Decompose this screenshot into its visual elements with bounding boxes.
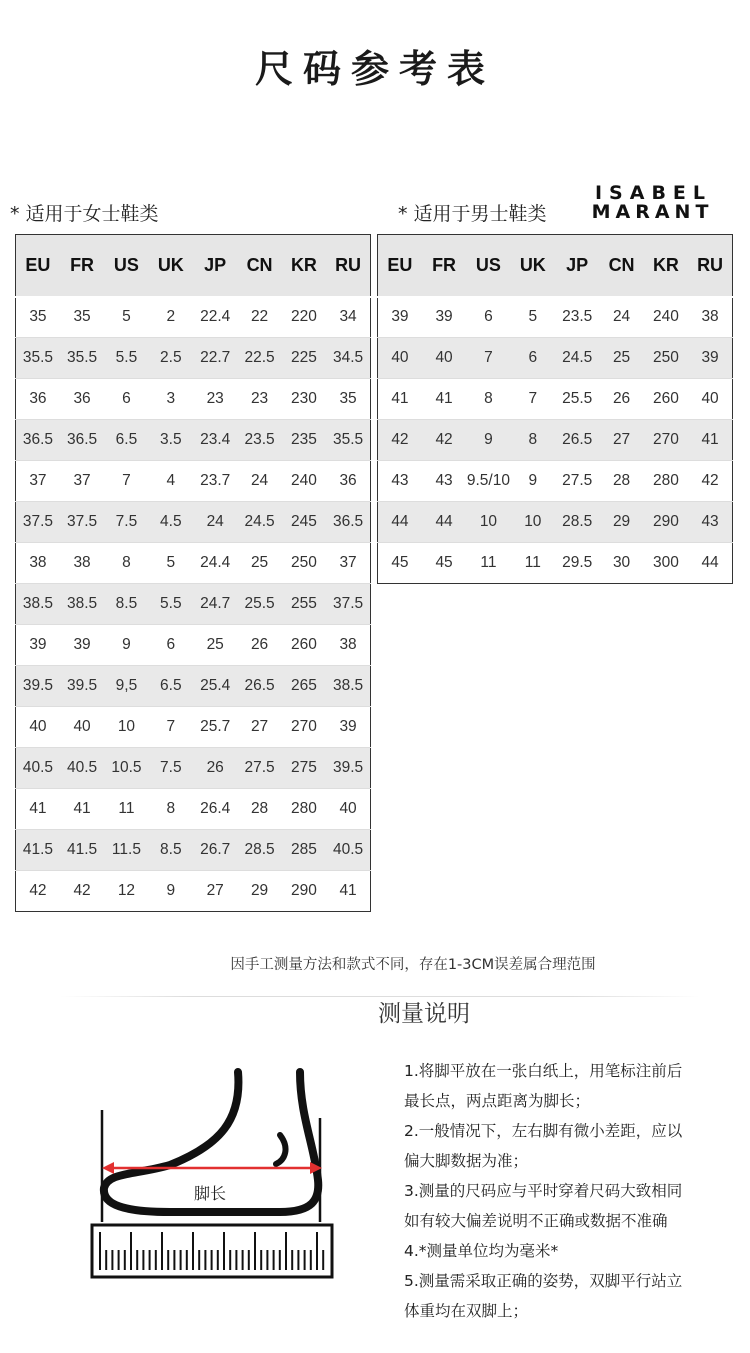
table-row (378, 379, 733, 420)
table-cell: 35 (60, 297, 104, 338)
column-header-uk: UK (149, 235, 193, 297)
instruction-line: 5.测量需采取正确的姿势，双脚平行站立 (404, 1272, 683, 1290)
brand-logo (570, 184, 730, 222)
table-cell: 9.5/10 (466, 461, 510, 502)
table-cell: 6.5 (104, 420, 148, 461)
table-cell: 6 (104, 379, 148, 420)
table-cell: 25.4 (193, 666, 237, 707)
table-cell: 24 (193, 502, 237, 543)
table-cell: 11.5 (104, 830, 148, 871)
table-cell: 28 (599, 461, 643, 502)
table-cell: 45 (422, 543, 466, 584)
table-cell: 24.4 (193, 543, 237, 584)
table-row (378, 297, 733, 338)
table-cell: 6 (511, 338, 555, 379)
table-cell: 40 (16, 707, 60, 748)
column-header-kr: KR (282, 235, 326, 297)
table-cell: 42 (60, 871, 104, 912)
table-cell: 38.5 (326, 666, 370, 707)
table-cell: 3.5 (149, 420, 193, 461)
column-header-fr: FR (422, 235, 466, 297)
table-cell: 24 (237, 461, 281, 502)
foot-length-label: 脚长 (194, 1184, 227, 1203)
column-header-ru: RU (688, 235, 732, 297)
instruction-line: 4.*测量单位均为毫米* (404, 1242, 559, 1260)
table-cell: 26 (599, 379, 643, 420)
table-cell: 25.7 (193, 707, 237, 748)
table-cell: 42 (422, 420, 466, 461)
table-cell: 27 (193, 871, 237, 912)
table-cell: 26 (237, 625, 281, 666)
table-cell: 36 (16, 379, 60, 420)
foot-measurement-diagram (80, 1060, 340, 1285)
table-row (16, 338, 371, 379)
women-size-table (15, 234, 371, 912)
brand-logo-line1: ISABEL (594, 182, 713, 204)
column-header-fr: FR (60, 235, 104, 297)
table-cell: 7.5 (149, 748, 193, 789)
table-cell: 5.5 (149, 584, 193, 625)
table-cell: 4.5 (149, 502, 193, 543)
table-cell: 10 (511, 502, 555, 543)
table-cell: 43 (422, 461, 466, 502)
table-cell: 41 (378, 379, 422, 420)
table-cell: 24.5 (555, 338, 599, 379)
table-cell: 260 (644, 379, 688, 420)
table-header-row (378, 235, 733, 297)
table-cell: 43 (378, 461, 422, 502)
table-cell: 26 (193, 748, 237, 789)
column-header-kr: KR (644, 235, 688, 297)
table-cell: 36 (326, 461, 370, 502)
column-header-jp: JP (193, 235, 237, 297)
table-cell: 8 (104, 543, 148, 584)
table-row (16, 748, 371, 789)
table-cell: 25 (237, 543, 281, 584)
table-cell: 26.7 (193, 830, 237, 871)
table-cell: 41.5 (60, 830, 104, 871)
table-cell: 275 (282, 748, 326, 789)
table-cell: 7 (466, 338, 510, 379)
table-cell: 40.5 (16, 748, 60, 789)
table-cell: 43 (688, 502, 732, 543)
table-cell: 25.5 (237, 584, 281, 625)
table-cell: 40.5 (326, 830, 370, 871)
table-cell: 10 (104, 707, 148, 748)
table-cell: 9 (511, 461, 555, 502)
table-row (16, 379, 371, 420)
table-cell: 26.5 (555, 420, 599, 461)
table-row (16, 789, 371, 830)
table-cell: 37 (326, 543, 370, 584)
table-cell: 7.5 (104, 502, 148, 543)
table-cell: 38 (326, 625, 370, 666)
table-row (16, 625, 371, 666)
instruction-line: 3.测量的尺码应与平时穿着尺码大致相同 (404, 1182, 683, 1200)
table-cell: 9 (104, 625, 148, 666)
table-cell: 11 (466, 543, 510, 584)
table-cell: 265 (282, 666, 326, 707)
table-cell: 36.5 (16, 420, 60, 461)
table-cell: 23.7 (193, 461, 237, 502)
table-cell: 39.5 (326, 748, 370, 789)
table-cell: 5 (511, 297, 555, 338)
table-cell: 270 (644, 420, 688, 461)
table-cell: 41 (326, 871, 370, 912)
table-cell: 8.5 (149, 830, 193, 871)
table-cell: 235 (282, 420, 326, 461)
table-cell: 38.5 (60, 584, 104, 625)
table-cell: 44 (378, 502, 422, 543)
table-cell: 35 (326, 379, 370, 420)
table-cell: 8.5 (104, 584, 148, 625)
column-header-cn: CN (599, 235, 643, 297)
table-cell: 11 (511, 543, 555, 584)
table-cell: 280 (282, 789, 326, 830)
table-cell: 9 (466, 420, 510, 461)
table-cell: 28.5 (555, 502, 599, 543)
table-cell: 37 (60, 461, 104, 502)
table-cell: 9 (149, 871, 193, 912)
measure-section-title: 测量说明 (378, 1001, 470, 1027)
table-cell: 260 (282, 625, 326, 666)
table-row (16, 461, 371, 502)
table-cell: 40.5 (60, 748, 104, 789)
table-cell: 23.5 (237, 420, 281, 461)
table-row (378, 338, 733, 379)
table-cell: 225 (282, 338, 326, 379)
table-row (378, 420, 733, 461)
table-cell: 42 (378, 420, 422, 461)
table-cell: 6 (466, 297, 510, 338)
table-cell: 11 (104, 789, 148, 830)
table-cell: 39 (60, 625, 104, 666)
table-cell: 250 (282, 543, 326, 584)
table-cell: 41 (16, 789, 60, 830)
table-cell: 44 (688, 543, 732, 584)
instruction-line: 如有较大偏差说明不正确或数据不准确 (404, 1212, 668, 1230)
measurement-error-note: 因手工测量方法和款式不同，存在1-3CM误差属合理范围 (230, 957, 596, 973)
table-cell: 220 (282, 297, 326, 338)
table-cell: 36.5 (60, 420, 104, 461)
table-cell: 270 (282, 707, 326, 748)
table-cell: 27 (599, 420, 643, 461)
table-row (378, 543, 733, 584)
men-size-table (377, 234, 733, 584)
table-row (16, 871, 371, 912)
table-cell: 6.5 (149, 666, 193, 707)
table-cell: 23.4 (193, 420, 237, 461)
table-cell: 38 (688, 297, 732, 338)
table-cell: 4 (149, 461, 193, 502)
table-cell: 300 (644, 543, 688, 584)
table-cell: 40 (326, 789, 370, 830)
table-cell: 245 (282, 502, 326, 543)
table-cell: 39.5 (60, 666, 104, 707)
table-cell: 37.5 (16, 502, 60, 543)
table-cell: 23 (237, 379, 281, 420)
table-cell: 42 (16, 871, 60, 912)
table-cell: 285 (282, 830, 326, 871)
table-cell: 44 (422, 502, 466, 543)
table-cell: 22.5 (237, 338, 281, 379)
table-cell: 24.7 (193, 584, 237, 625)
table-cell: 230 (282, 379, 326, 420)
arrow-head-left (102, 1162, 114, 1174)
table-cell: 6 (149, 625, 193, 666)
table-row (16, 502, 371, 543)
table-cell: 41 (688, 420, 732, 461)
table-cell: 290 (644, 502, 688, 543)
table-cell: 280 (644, 461, 688, 502)
table-cell: 36.5 (326, 502, 370, 543)
table-cell: 12 (104, 871, 148, 912)
page-title: 尺码参考表 (254, 47, 495, 91)
table-row (16, 297, 371, 338)
table-cell: 22.4 (193, 297, 237, 338)
table-row (378, 502, 733, 543)
instruction-line: 体重均在双脚上； (404, 1302, 529, 1320)
table-cell: 22.7 (193, 338, 237, 379)
instruction-line: 2.一般情况下，左右脚有微小差距，应以 (404, 1122, 683, 1140)
column-header-cn: CN (237, 235, 281, 297)
table-cell: 8 (466, 379, 510, 420)
table-cell: 26.5 (237, 666, 281, 707)
table-cell: 39 (378, 297, 422, 338)
table-cell: 41.5 (16, 830, 60, 871)
table-cell: 41 (422, 379, 466, 420)
table-cell: 38 (60, 543, 104, 584)
table-cell: 23 (193, 379, 237, 420)
table-cell: 7 (511, 379, 555, 420)
table-cell: 29 (599, 502, 643, 543)
table-row (16, 420, 371, 461)
table-cell: 26.4 (193, 789, 237, 830)
table-cell: 34.5 (326, 338, 370, 379)
table-cell: 40 (378, 338, 422, 379)
table-cell: 35 (16, 297, 60, 338)
instruction-line: 1.将脚平放在一张白纸上，用笔标注前后 (404, 1062, 683, 1080)
table-cell: 29.5 (555, 543, 599, 584)
table-row (16, 584, 371, 625)
table-cell: 40 (422, 338, 466, 379)
table-cell: 2.5 (149, 338, 193, 379)
table-cell: 30 (599, 543, 643, 584)
table-cell: 8 (149, 789, 193, 830)
table-cell: 23.5 (555, 297, 599, 338)
table-cell: 5.5 (104, 338, 148, 379)
table-cell: 39 (16, 625, 60, 666)
women-section-label: * 适用于女士鞋类 (10, 203, 159, 225)
table-row (16, 543, 371, 584)
table-cell: 10.5 (104, 748, 148, 789)
table-cell: 7 (149, 707, 193, 748)
table-cell: 28 (237, 789, 281, 830)
table-cell: 5 (104, 297, 148, 338)
table-cell: 42 (688, 461, 732, 502)
table-cell: 38.5 (16, 584, 60, 625)
table-cell: 35.5 (16, 338, 60, 379)
measure-instructions (404, 1056, 734, 1326)
table-cell: 39 (422, 297, 466, 338)
table-cell: 27.5 (237, 748, 281, 789)
table-cell: 255 (282, 584, 326, 625)
column-header-ru: RU (326, 235, 370, 297)
table-cell: 38 (16, 543, 60, 584)
table-cell: 40 (60, 707, 104, 748)
column-header-us: US (466, 235, 510, 297)
column-header-uk: UK (511, 235, 555, 297)
column-header-eu: EU (378, 235, 422, 297)
table-cell: 27.5 (555, 461, 599, 502)
table-cell: 24 (599, 297, 643, 338)
table-cell: 37.5 (60, 502, 104, 543)
table-cell: 8 (511, 420, 555, 461)
table-cell: 35.5 (60, 338, 104, 379)
table-cell: 37.5 (326, 584, 370, 625)
table-cell: 240 (282, 461, 326, 502)
table-cell: 240 (644, 297, 688, 338)
column-header-eu: EU (16, 235, 60, 297)
table-cell: 41 (60, 789, 104, 830)
table-cell: 290 (282, 871, 326, 912)
table-cell: 25.5 (555, 379, 599, 420)
table-cell: 39.5 (16, 666, 60, 707)
table-cell: 25 (599, 338, 643, 379)
men-section-label: * 适用于男士鞋类 (398, 203, 547, 225)
table-cell: 45 (378, 543, 422, 584)
brand-logo-line2: MARANT (591, 201, 714, 223)
column-header-us: US (104, 235, 148, 297)
table-cell: 39 (326, 707, 370, 748)
table-cell: 5 (149, 543, 193, 584)
table-row (16, 707, 371, 748)
table-cell: 29 (237, 871, 281, 912)
column-header-jp: JP (555, 235, 599, 297)
table-cell: 250 (644, 338, 688, 379)
table-cell: 37 (16, 461, 60, 502)
table-cell: 28.5 (237, 830, 281, 871)
table-header-row (16, 235, 371, 297)
instruction-line: 最长点，两点距离为脚长； (404, 1092, 591, 1110)
table-cell: 40 (688, 379, 732, 420)
instruction-line: 偏大脚数据为准； (404, 1152, 529, 1170)
table-row (16, 666, 371, 707)
table-cell: 7 (104, 461, 148, 502)
table-cell: 25 (193, 625, 237, 666)
table-cell: 10 (466, 502, 510, 543)
table-cell: 22 (237, 297, 281, 338)
table-cell: 39 (688, 338, 732, 379)
table-cell: 24.5 (237, 502, 281, 543)
table-cell: 27 (237, 707, 281, 748)
table-cell: 3 (149, 379, 193, 420)
table-cell: 2 (149, 297, 193, 338)
table-cell: 34 (326, 297, 370, 338)
table-cell: 35.5 (326, 420, 370, 461)
table-cell: 9,5 (104, 666, 148, 707)
heel-curve (276, 1135, 286, 1164)
table-cell: 36 (60, 379, 104, 420)
table-row (16, 830, 371, 871)
table-row (378, 461, 733, 502)
